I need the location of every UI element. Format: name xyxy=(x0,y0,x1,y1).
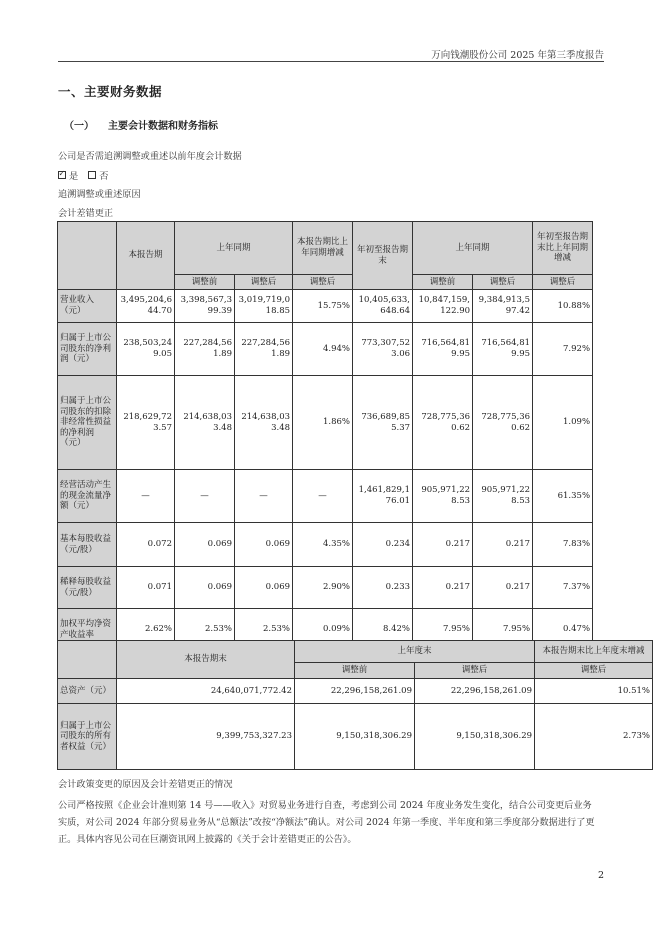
cell: 1.86% xyxy=(293,376,353,470)
cell: 1,461,829,176.01 xyxy=(353,470,413,523)
cell: 905,971,228.53 xyxy=(413,470,473,523)
table-row xyxy=(58,567,593,609)
cell: 3,398,567,399.39 xyxy=(175,290,235,323)
cell: 7.83% xyxy=(533,523,593,567)
cell: 716,564,819.95 xyxy=(473,323,533,376)
cell: 238,503,249.05 xyxy=(117,323,175,376)
row-label: 经营活动产生的现金流量净额（元） xyxy=(58,470,117,523)
th-change-after: 调整后 xyxy=(535,663,653,679)
cell: 0.069 xyxy=(175,523,235,567)
table-row xyxy=(58,290,593,323)
cell: 3,495,204,644.70 xyxy=(117,290,175,323)
th-change: 本报告期比上年同期增减 xyxy=(293,222,353,275)
row-label: 营业收入（元） xyxy=(58,290,117,323)
policy-text: 公司严格按照《企业会计准则第 14 号——收入》对贸易业务进行自查，考虑到公司 2024 年度业务发生变化，结合公司变更后业务实质，对公司 2024 年部分贸易业务从“总额法”改按“净额法”确认。对公司 2024 年第一季度、半年度和第三季度部分数据进行了更正。具体内容见公司在巨潮资讯网上披露的《关于会计差错更正的公告》。 xyxy=(58,800,595,845)
cell: 0.069 xyxy=(175,567,235,609)
cell: 2.90% xyxy=(293,567,353,609)
table-row xyxy=(58,323,593,376)
row-label: 稀释每股收益（元/股） xyxy=(58,567,117,609)
cell: 24,640,071,772.42 xyxy=(117,679,295,704)
cell: 7.92% xyxy=(533,323,593,376)
cell: 773,307,523.06 xyxy=(353,323,413,376)
cell: 7.37% xyxy=(533,567,593,609)
cell: 0.217 xyxy=(413,567,473,609)
cell: — xyxy=(175,470,235,523)
table1-header-row xyxy=(58,222,593,275)
cell: 61.35% xyxy=(533,470,593,523)
header-divider xyxy=(58,61,604,62)
cell: 0.09% xyxy=(293,609,353,651)
cell: 10,847,159,122.90 xyxy=(413,290,473,323)
th-period-change: 本报告期末比上年度末增减 xyxy=(535,641,653,663)
cell: 905,971,228.53 xyxy=(473,470,533,523)
th-ytd-change: 年初至报告期末比上年同期增减 xyxy=(533,222,593,275)
page-number: 2 xyxy=(597,870,604,881)
cell: 2.62% xyxy=(117,609,175,651)
cell: 2.73% xyxy=(535,704,653,770)
cell: 4.35% xyxy=(293,523,353,567)
cell: 22,296,158,261.09 xyxy=(295,679,415,704)
th-last-year: 上年同期 xyxy=(175,222,293,275)
cell: 227,284,561.89 xyxy=(235,323,293,376)
cell: 2.53% xyxy=(235,609,293,651)
th-ytd-before: 调整前 xyxy=(413,275,473,290)
th-before: 调整前 xyxy=(175,275,235,290)
cell: 9,150,318,306.29 xyxy=(415,704,535,770)
cell: 0.233 xyxy=(353,567,413,609)
cell: 728,775,360.62 xyxy=(413,376,473,470)
checked-box-icon[interactable] xyxy=(58,171,66,179)
cell: 10.51% xyxy=(535,679,653,704)
cell: 0.217 xyxy=(413,523,473,567)
cell: — xyxy=(235,470,293,523)
restate-choice xyxy=(58,168,108,182)
cell: 214,638,033.48 xyxy=(235,376,293,470)
th-current: 本报告期 xyxy=(117,222,175,290)
restate-question: 公司是否需追溯调整或重述以前年度会计数据 xyxy=(58,151,242,162)
cell: 7.95% xyxy=(413,609,473,651)
cell: 4.94% xyxy=(293,323,353,376)
th-ytd: 年初至报告期末 xyxy=(353,222,413,290)
cell: 10.88% xyxy=(533,290,593,323)
cell: 0.47% xyxy=(533,609,593,651)
cell: 8.42% xyxy=(353,609,413,651)
row-label: 加权平均净资产收益率 xyxy=(58,609,117,651)
cell: 9,150,318,306.29 xyxy=(295,704,415,770)
th-ytd-last-year: 上年同期 xyxy=(413,222,533,275)
reason-value: 会计差错更正 xyxy=(58,208,114,219)
table2-corner xyxy=(58,641,117,679)
cell: 1.09% xyxy=(533,376,593,470)
table-row xyxy=(58,523,593,567)
subsection-number: （一） xyxy=(64,121,94,132)
th-ytd-change-after: 调整后 xyxy=(533,275,593,290)
cell: 9,399,753,327.23 xyxy=(117,704,295,770)
reason-label: 追溯调整或重述原因 xyxy=(58,189,141,200)
cell: 3,019,719,018.85 xyxy=(235,290,293,323)
th-change-after: 调整后 xyxy=(293,275,353,290)
cell: — xyxy=(117,470,175,523)
table-row xyxy=(58,376,593,470)
header-title: 万向钱潮股份公司 2025 年第三季度报告 xyxy=(431,50,604,61)
th-after: 调整后 xyxy=(235,275,293,290)
financial-indicators-table xyxy=(57,221,593,651)
choice-no-label: 否 xyxy=(99,171,109,182)
cell: 218,629,723.57 xyxy=(117,376,175,470)
cell: 736,689,855.37 xyxy=(353,376,413,470)
row-label: 归属于上市公司股东的净利润（元） xyxy=(58,323,117,376)
cell: 2.53% xyxy=(175,609,235,651)
th-ytd-after: 调整后 xyxy=(473,275,533,290)
section-title: 一、主要财务数据 xyxy=(58,84,163,99)
th-last-year-end: 上年度末 xyxy=(295,641,535,663)
cell: 0.069 xyxy=(235,523,293,567)
cell: 7.95% xyxy=(473,609,533,651)
subsection-title xyxy=(64,117,218,132)
cell: 716,564,819.95 xyxy=(413,323,473,376)
row-label: 总资产（元） xyxy=(58,679,117,704)
choice-yes-label: 是 xyxy=(69,171,79,182)
cell: 227,284,561.89 xyxy=(175,323,235,376)
cell: — xyxy=(293,470,353,523)
table1-corner xyxy=(58,222,117,290)
cell: 0.217 xyxy=(473,523,533,567)
cell: 728,775,360.62 xyxy=(473,376,533,470)
cell: 0.071 xyxy=(117,567,175,609)
balance-table xyxy=(57,640,653,770)
cell: 22,296,158,261.09 xyxy=(415,679,535,704)
th-period-end: 本报告期末 xyxy=(117,641,295,679)
cell: 9,384,913,597.42 xyxy=(473,290,533,323)
cell: 0.072 xyxy=(117,523,175,567)
cell: 0.069 xyxy=(235,567,293,609)
cell: 15.75% xyxy=(293,290,353,323)
cell: 0.234 xyxy=(353,523,413,567)
cell: 0.217 xyxy=(473,567,533,609)
th-before: 调整前 xyxy=(295,663,415,679)
row-label: 归属于上市公司股东的所有者权益（元） xyxy=(58,704,117,770)
table-row xyxy=(58,704,653,770)
subsection-label: 主要会计数据和财务指标 xyxy=(108,121,218,132)
unchecked-box-icon[interactable] xyxy=(88,171,96,179)
table-row xyxy=(58,470,593,523)
cell: 10,405,633,648.64 xyxy=(353,290,413,323)
cell: 214,638,033.48 xyxy=(175,376,235,470)
row-label: 归属于上市公司股东的扣除非经常性损益的净利润（元） xyxy=(58,376,117,470)
th-after: 调整后 xyxy=(415,663,535,679)
row-label: 基本每股收益（元/股） xyxy=(58,523,117,567)
table2-header-row xyxy=(58,641,653,663)
table-row xyxy=(58,679,653,704)
policy-heading: 会计政策变更的原因及会计差错更正的情况 xyxy=(58,779,233,790)
